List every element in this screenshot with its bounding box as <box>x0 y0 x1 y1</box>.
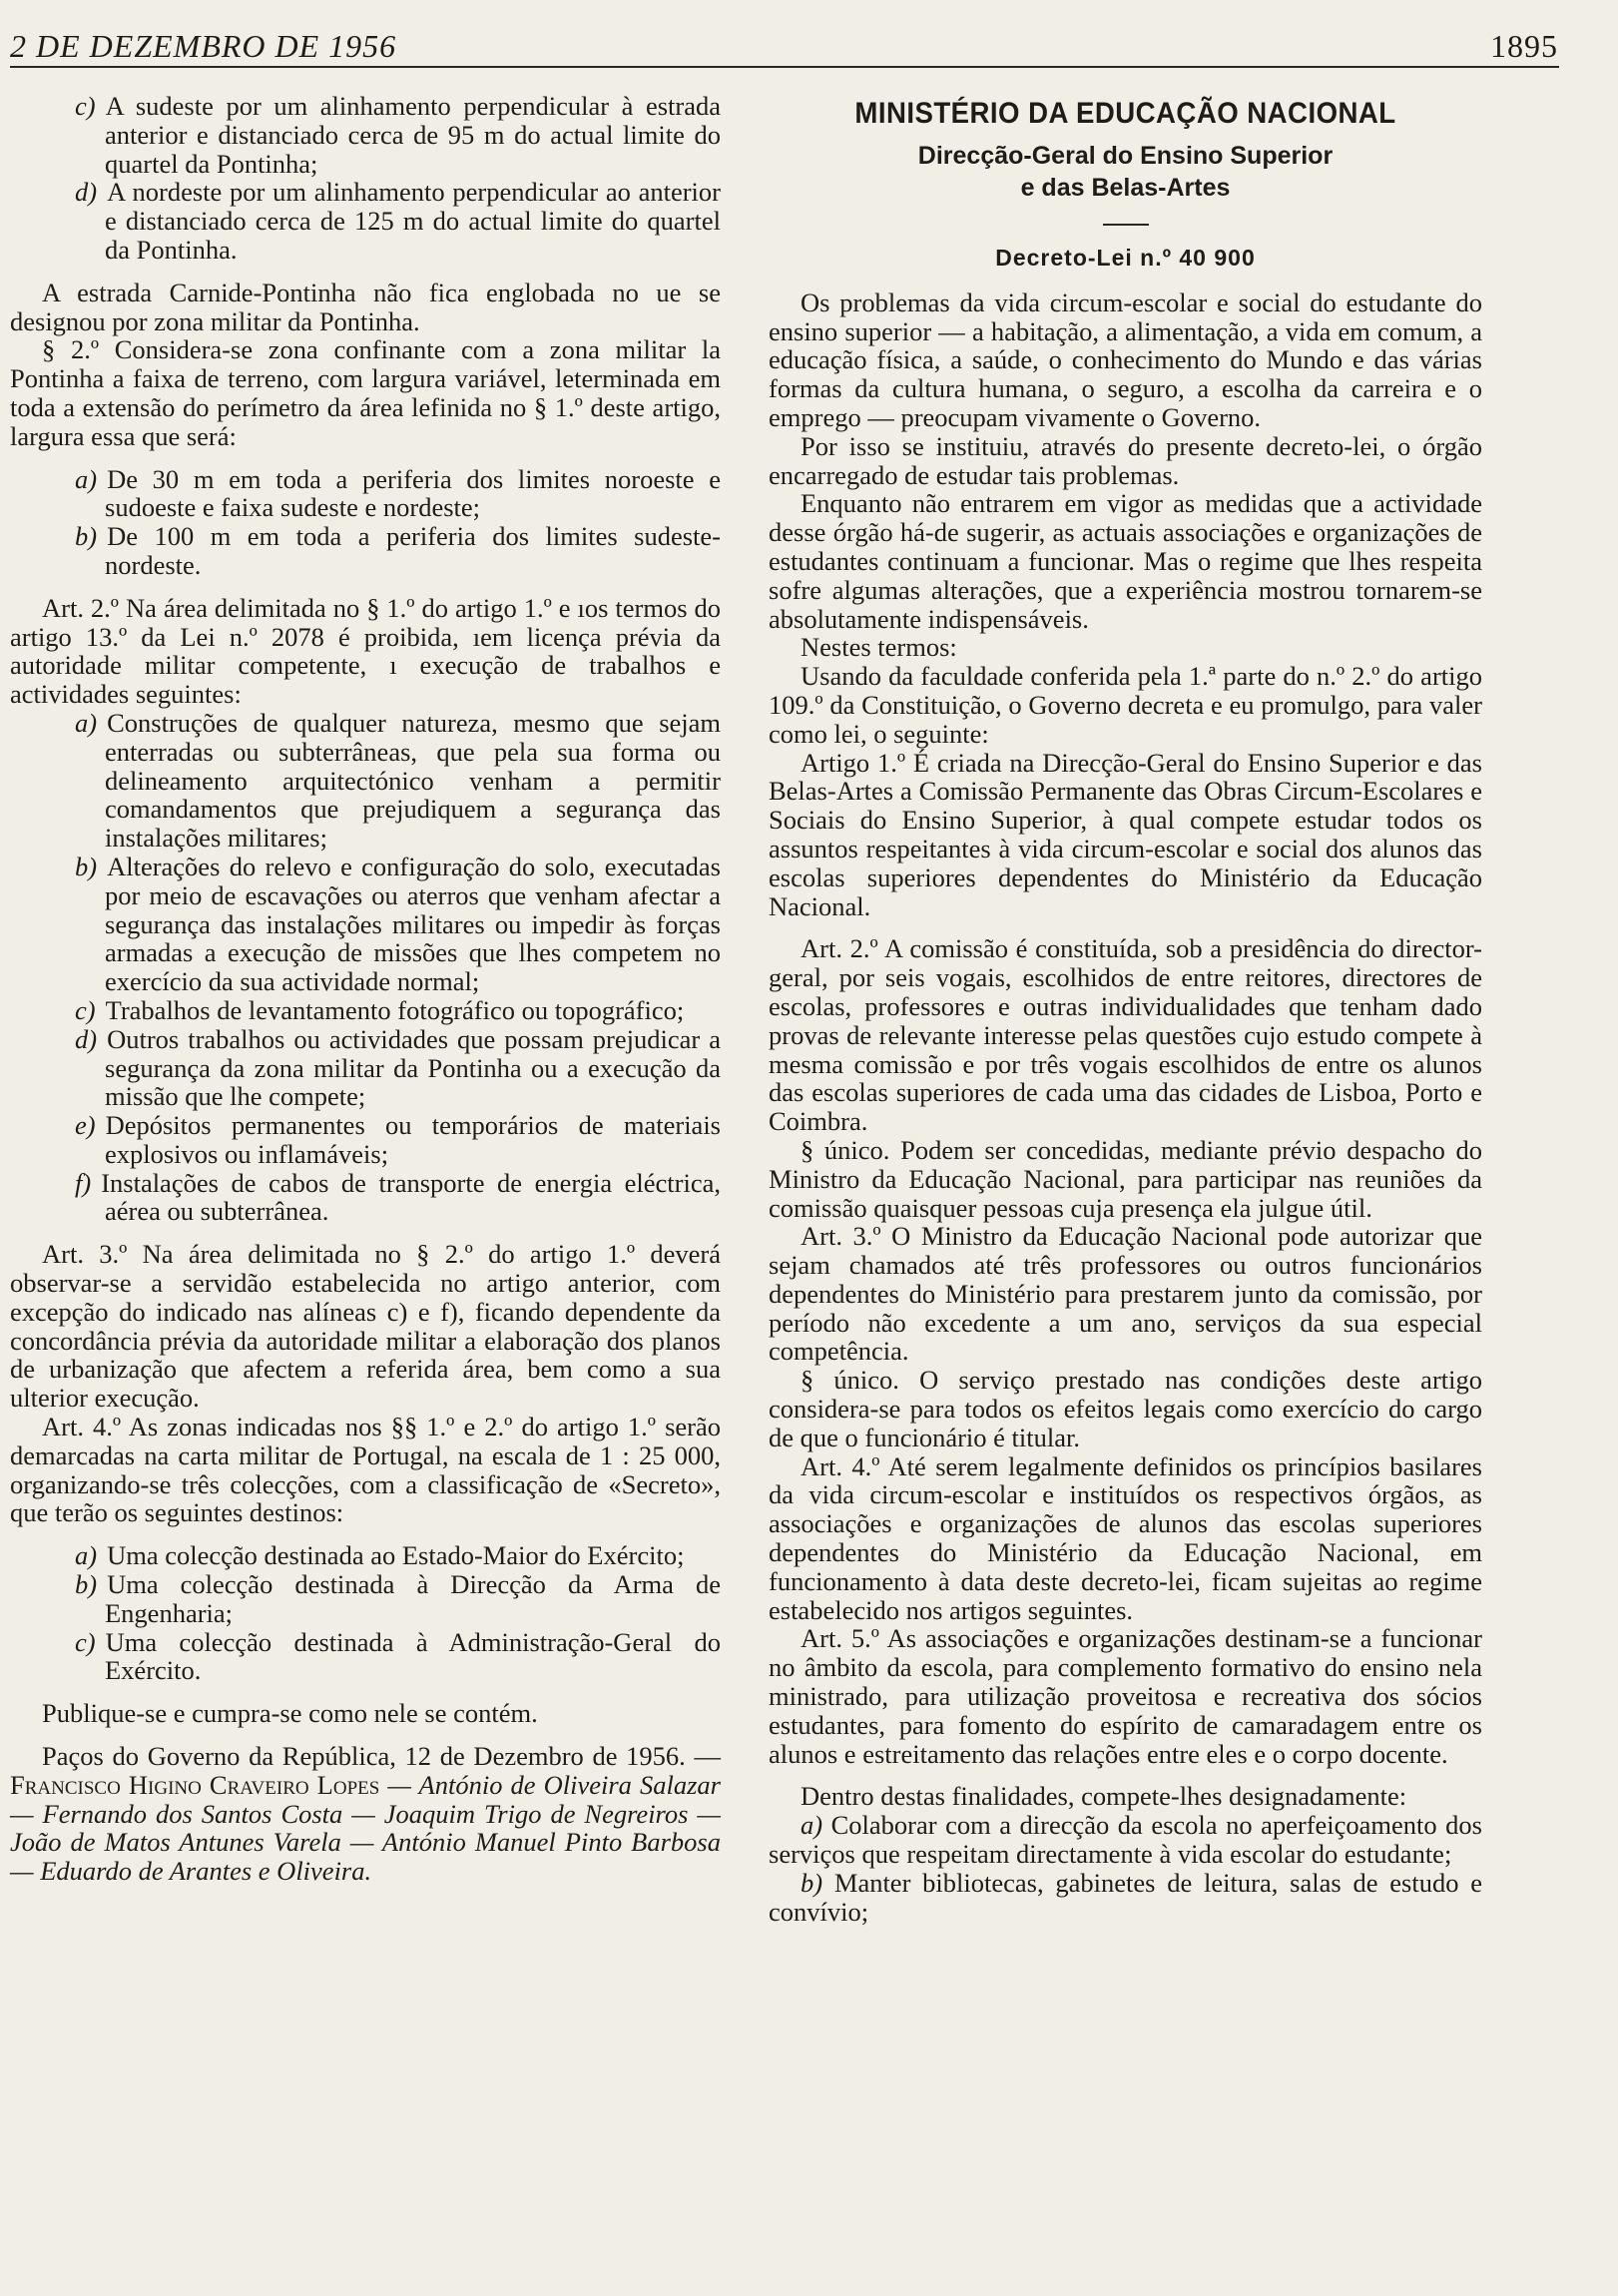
header-date: 2 DE DEZEMBRO DE 1956 <box>10 28 397 64</box>
list-item: a) Uma colecção destinada ao Estado-Maior do Exército; <box>75 1540 685 1571</box>
paragraph-art2: Art. 2.º A comissão é constituída, sob a presidência do director-geral, por seis vogais, escolhidos de entre reitores, directores de escolas, professores e outras individualidades que tenham dado provas de relevante interesse pelas questões cujo estudo compete à mesma comissão e por três vogais escolhidos de entre os alunos das escolas superiores de cada uma das cidades de Lisboa, Porto e Coimbra. <box>769 933 1482 1137</box>
right-column <box>769 92 1482 1926</box>
list-item: b) Alterações do relevo e configuração do solo, executadas por meio de escavações ou aterros que venham afectar a segurança das instalações militares ou impedir às forças armadas a execução de missões que lhes competem no exercício da sua actividade normal; <box>75 851 721 997</box>
paragraph-art3: Art. 3.º O Ministro da Educação Nacional pode autorizar que sejam chamados até três professores ou outros funcionários dependentes do Ministério para prestarem junto da comissão, por período não excedente a um ano, serviços da sua especial competência. <box>769 1221 1482 1367</box>
list-item: a) Colaborar com a direcção da escola no aperfeiçoamento dos serviços que respeitam directamente à vida escolar do estudante; <box>769 1810 1482 1870</box>
list-item: d) Outros trabalhos ou actividades que possam prejudicar a segurança da zona militar da Pontinha ou a execução da missão que lhe compete; <box>75 1023 721 1112</box>
left-column <box>10 92 721 1886</box>
paragraph-art3: Art. 3.º Na área delimitada no § 2.º do artigo 1.º deverá observar-se a servidão estabelecida no artigo anterior, com excepção do indicado nas alíneas c) e f), ficando dependente da concordância prévia da autoridade militar a elaboração dos planos de urbanização que afectem a referida área, bem como a sua ulterior execução. <box>10 1239 721 1414</box>
header-rule <box>10 66 1559 68</box>
paragraph-artigo1: Artigo 1.º É criada na Direcção-Geral do Ensino Superior e das Belas-Artes a Comissão Permanente das Obras Circum-Escolares e Sociais do Ensino Superior, à qual compete estudar todos os assuntos respeitantes à vida circum-escolar e social dos alunos das escolas superiores dependentes do Ministério da Educação Nacional. <box>769 747 1482 921</box>
list-item: c) A sudeste por um alinhamento perpendicular à estrada anterior e distanciado cerca de 95 m do actual limite do quartel da Pontinha; <box>75 91 721 179</box>
paragraph-estrada: A estrada Carnide-Pontinha não fica englobada no ue se designou por zona militar da Pontinha. <box>10 277 721 336</box>
paragraph: Os problemas da vida circum-escolar e social do estudante do ensino superior — a habitação, a alimentação, a vida em comum, a educação física, a saúde, o conhecimento do Mundo e das várias formas da cultura humana, o seguro, a escolha da carreira e o emprego — preocupam vivamente o Governo. <box>769 287 1482 432</box>
list-item: f) Instalações de cabos de transporte de energia eléctrica, aérea ou subterrânea. <box>75 1167 721 1227</box>
paragraph-art5: Art. 5.º As associações e organizações destinam-se a funcionar no âmbito da escola, para complemento formativo do ensino nela ministrado, para utilização proveitosa e recreativa dos sócios estudantes, para fomento do espírito de camaradagem entre os alunos e estreitamento das relações entre eles e o corpo docente. <box>769 1623 1482 1769</box>
directorate-heading: Direcção-Geral do Ensino Superior e das Belas-Artes <box>917 142 1334 202</box>
list-item: b) De 100 m em toda a periferia dos limites sudeste-nordeste. <box>75 521 721 580</box>
list-item: a) Construções de qualquer natureza, mesmo que sejam enterradas ou subterrâneas, que pela sua forma ou delineamento arquitectónico venham a permitir comandamentos que prejudiquem a segurança das instalações militares; <box>75 707 721 854</box>
paragraph: Dentro destas finalidades, compete-lhes designadamente: <box>801 1781 1407 1812</box>
list-item: c) Trabalhos de levantamento fotográfico ou topográfico; <box>75 994 685 1025</box>
paragraph: § único. Podem ser concedidas, mediante prévio despacho do Ministro da Educação Nacional, para participar nas reuniões da comissão quaisquer pessoas cuja presença ela julgue útil. <box>769 1134 1482 1223</box>
page-number: 1895 <box>1490 28 1558 64</box>
page-header <box>0 0 1618 64</box>
paragraph: § único. O serviço prestado nas condições deste artigo considera-se para todos os efeitos legais como exercício do cargo de que o funcionário é titular. <box>769 1365 1482 1452</box>
list-item: b) Manter bibliotecas, gabinetes de leitura, salas de estudo e convívio; <box>769 1867 1482 1927</box>
paragraph: Usando da faculdade conferida pela 1.ª parte do n.º 2.º do artigo 109.º da Constituição, o Governo decreta e eu promulgo, para valer como lei, o seguinte: <box>769 661 1482 749</box>
ministry-heading: MINISTÉRIO DA EDUCAÇÃO NACIONAL <box>854 97 1396 130</box>
paragraph: Por isso se instituiu, através do presente decreto-lei, o órgão encarregado de estudar tais problemas. <box>769 430 1482 490</box>
paragraph-art2: Art. 2.º Na área delimitada no § 1.º do artigo 1.º e ıos termos do artigo 13.º da Lei n.º 2078 é proibida, ıem licença prévia da autoridade militar competente, ı execução de trabalhos e actividades seguintes: <box>10 592 721 710</box>
list-item: d) A nordeste por um alinhamento perpendicular ao anterior e distanciado cerca de 125 m do actual limite do quartel da Pontinha. <box>75 177 721 265</box>
signatures: Paços do Governo da República, 12 de Dezembro de 1956. — Francisco Higino Craveiro Lopes — António de Oliveira Salazar — Fernando dos Santos Costa — Joaquim Trigo de Negreiros — João de Matos Antunes Varela — António Manuel Pinto Barbosa — Eduardo de Arantes e Oliveira. <box>10 1741 721 1887</box>
paragraph-art4: Art. 4.º Até serem legalmente definidos os princípios basilares da vida circum-escolar e instituídos os respectivos órgãos, as associações e organizações de alunos das escolas superiores dependentes do Ministério da Educação Nacional, em funcionamento à data deste decreto-lei, ficam sujeitas ao regime estabelecido nos artigos seguintes. <box>769 1450 1482 1625</box>
list-item: e) Depósitos permanentes ou temporários de materiais explosivos ou inflamáveis; <box>75 1110 721 1169</box>
paragraph-art4: Art. 4.º As zonas indicadas nos §§ 1.º e 2.º do artigo 1.º serão demarcadas na carta militar de Portugal, na escala de 1 : 25 000, organizando-se três colecções, com a classificação de «Secreto», que terão os seguintes destinos: <box>10 1412 721 1528</box>
paragraph-par2: § 2.º Considera-se zona confinante com a zona militar la Pontinha a faixa de terreno, com largura variável, leterminada em toda a extensão do perímetro da área lefinida no § 1.º deste artigo, largura essa que será: <box>10 334 721 451</box>
paragraph: Enquanto não entrarem em vigor as medidas que a actividade desse órgão há-de sugerir, as actuais associações e organizações de estudantes continuam a funcionar. Mas o regime que lhes respeita sofre algumas alterações, que a experiência mostrou tornarem-se absolutamente indispensáveis. <box>769 488 1482 634</box>
list-item: a) De 30 m em toda a periferia dos limites noroeste e sudoeste e faixa sudeste e nordeste; <box>75 463 721 523</box>
list-item: b) Uma colecção destinada à Direcção da Arma de Engenharia; <box>75 1569 721 1628</box>
paragraph-publique: Publique-se e cumpra-se como nele se contém. <box>42 1698 538 1729</box>
president-name: Francisco Higino Craveiro Lopes <box>10 1769 380 1800</box>
section-divider <box>1103 224 1149 226</box>
paragraph: Nestes termos: <box>801 632 957 663</box>
list-item: c) Uma colecção destinada à Administração-Geral do Exército. <box>75 1626 721 1686</box>
decree-title: Decreto-Lei n.º 40 900 <box>995 245 1256 271</box>
